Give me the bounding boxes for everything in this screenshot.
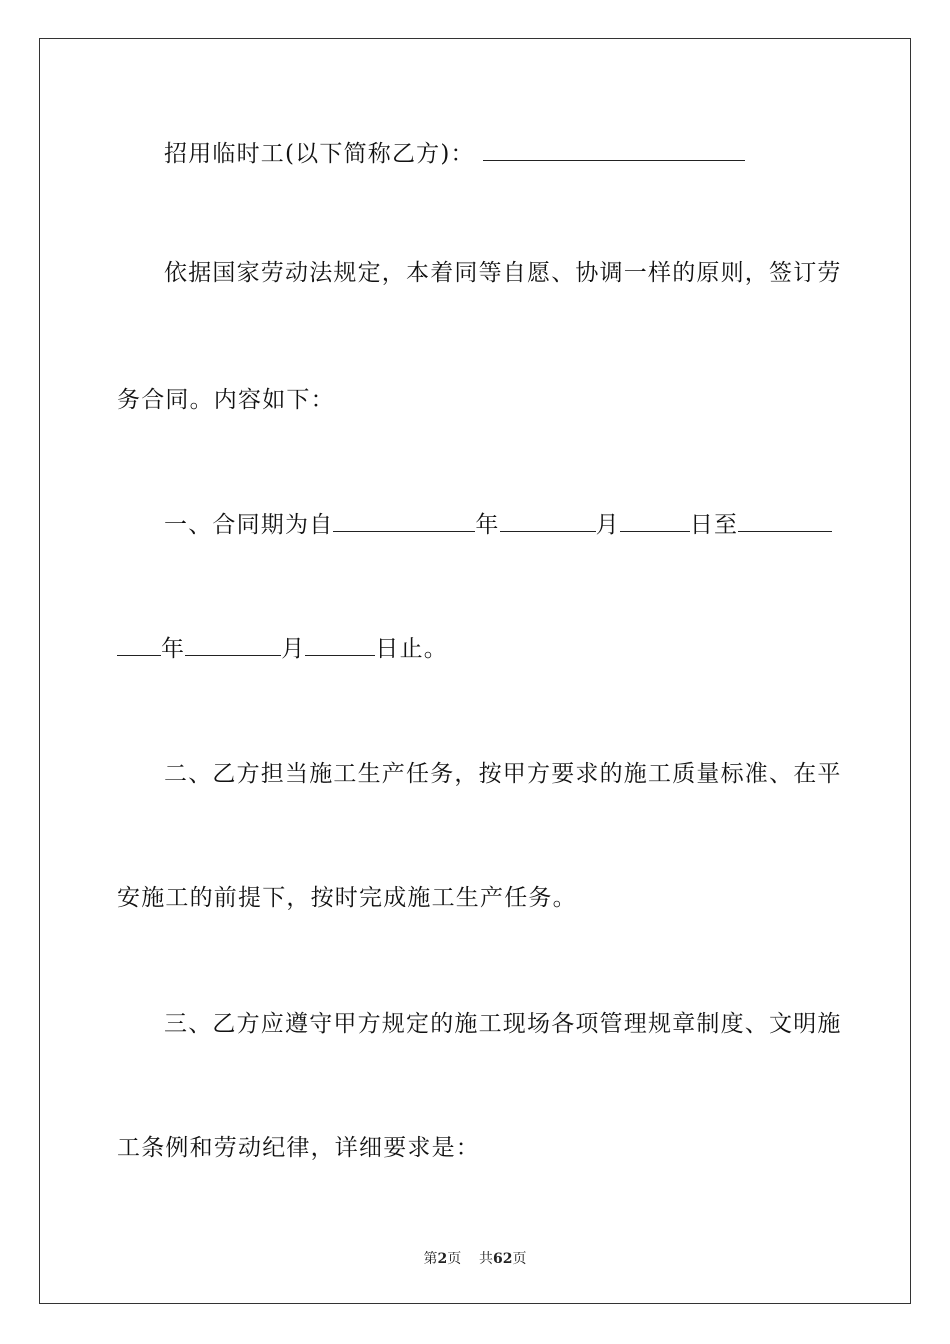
text-month: 月: [281, 636, 306, 662]
paragraph-intro-line1: 依据国家劳动法规定，本着同等自愿、协调一样的原则，签订劳: [164, 260, 842, 286]
blank-end-month: [185, 633, 281, 656]
paragraph-task-line1: 二、乙方担当施工生产任务，按甲方要求的施工质量标准、在平: [164, 761, 842, 787]
paragraph-rules-line2: 工条例和劳动纪律，详细要求是：: [117, 1135, 480, 1161]
page-border: [39, 38, 911, 1304]
blank-end-day: [305, 633, 375, 656]
paragraph-task-line2: 安施工的前提下，按时完成施工生产任务。: [117, 885, 577, 911]
blank-end-year-part1: [738, 509, 832, 532]
text-year: 年: [161, 636, 186, 662]
blank-start-day: [620, 509, 690, 532]
footer-total-pages: 62: [493, 1251, 513, 1267]
footer-total-suffix: 页: [512, 1251, 527, 1267]
text-month: 月: [595, 512, 620, 538]
blank-employee-name: [483, 138, 745, 161]
blank-start-month: [500, 509, 596, 532]
text-day-to: 日至: [689, 512, 739, 538]
text-term-start: 一、合同期为自: [164, 512, 334, 538]
footer-page-number: 2: [437, 1251, 448, 1267]
footer-page-suffix: 页: [447, 1251, 462, 1267]
blank-end-year-part2: [117, 633, 161, 656]
page-footer: [0, 1248, 950, 1268]
text-year: 年: [475, 512, 500, 538]
paragraph-intro-line2: 务合同。内容如下：: [117, 387, 335, 413]
paragraph-term-line1: [164, 509, 833, 540]
paragraph-term-line2: [117, 633, 833, 664]
paragraph-rules-line1: 三、乙方应遵守甲方规定的施工现场各项管理规章制度、文明施: [164, 1011, 842, 1037]
footer-total-prefix: 共: [479, 1251, 494, 1267]
text-employee-label: 招用临时工(以下简称乙方)：: [164, 141, 475, 167]
blank-start-year: [333, 509, 475, 532]
paragraph-employee-line: [164, 138, 833, 169]
footer-page-prefix: 第: [423, 1251, 438, 1267]
text-day-end: 日止。: [375, 636, 449, 662]
